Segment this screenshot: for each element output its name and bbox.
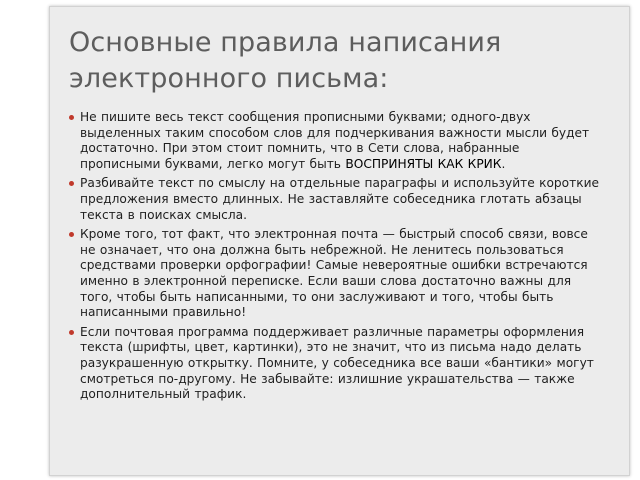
bullet-text-4: Если почтовая программа поддерживает различные параметры оформления текста (шрифты, цвет, картинки), это не значит, что из письма надо делать разукрашенную открытку. Помните, у собеседника все ваши «бантики» могут смотреться по-другому. Не забывайте: излишние украшательства — также дополнительный трафик. (80, 324, 594, 402)
bullet-dot-icon (69, 232, 74, 237)
bullet-text-1-main: Не пишите весь текст сообщения прописными буквами; одного-двух выделенных таким способом слов для подчеркивания важности мысли будет достаточно. При этом стоит помнить, что в Сети слова, набранные прописными буквами, легко могут быть (80, 110, 590, 171)
bullet-text-2: Разбивайте текст по смыслу на отдельные параграфы и используйте короткие предложения вместо длинных. Не заставляйте собеседника глотать абзацы текста в поисках смысла. (80, 176, 599, 222)
bullet-dot-icon (69, 330, 74, 335)
bullet-item-2 (69, 176, 603, 223)
bullet-text-1-emphasis: ВОСПРИНЯТЫ КАК КРИК (345, 156, 502, 171)
bullet-dot-icon (69, 115, 74, 120)
bullet-item-1 (69, 110, 603, 172)
bullet-item-4 (69, 325, 603, 403)
slide (49, 6, 630, 476)
bullet-dot-icon (69, 181, 74, 186)
bullet-item-3 (69, 227, 603, 321)
bullet-list (69, 110, 603, 407)
bullet-text-3: Кроме того, тот факт, что электронная почта — быстрый способ связи, вовсе не означает, что она должна быть небрежной. Не ленитесь пользоваться средствами проверки орфографии! Самые невероятные ошибки встречаются именно в электронной переписке. Если ваши слова достаточно важны для того, чтобы быть написанными, то они заслуживают и того, чтобы быть написанными правильно! (80, 227, 588, 320)
slide-title: Основные правила написания электронного письма: (69, 27, 502, 94)
bullet-text-1 (80, 110, 603, 172)
bullet-text-1-tail: . (501, 156, 506, 171)
